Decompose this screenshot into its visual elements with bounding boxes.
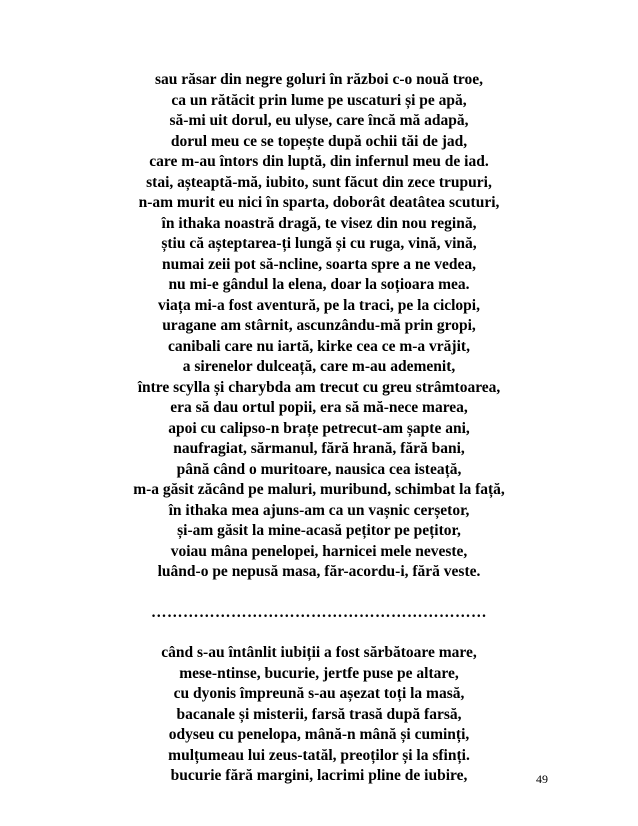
poem-line: între scylla și charybda am trecut cu greu strâmtoarea, <box>137 378 501 396</box>
poem-line: era să dau ortul popii, era să mă-nece marea, <box>170 399 468 416</box>
poem-line: naufragiat, sărmanul, fără hrană, fără bani, <box>173 440 465 457</box>
poem-line: să-mi uit dorul, eu ulyse, care încă mă adapă, <box>169 112 469 129</box>
poem-line: nu mi-e gândul la elena, doar la soțioara mea. <box>168 276 470 293</box>
poem-line: uragane am stârnit, ascunzându-mă prin gropi, <box>162 317 476 334</box>
poem-line: mese-ntinse, bucurie, jertfe puse pe altare, <box>179 664 459 682</box>
poem-line: în ithaka mea ajuns-am ca un vașnic cerșetor, <box>168 501 470 519</box>
stanza-2 <box>0 643 638 787</box>
poem-line: canibali care nu iartă, kirke cea ce m-a vrăjit, <box>168 337 470 355</box>
poem-line: care m-au întors din luptă, din infernul meu de iad. <box>149 153 489 170</box>
poem-line: ca un rătăcit prin lume pe uscaturi și pe apă, <box>171 91 467 109</box>
page-number: 49 <box>536 772 548 786</box>
poem-line: bacanale și misterii, farsă trasă după farsă, <box>176 705 462 723</box>
poem-line: în ithaka noastră dragă, te visez din nou regină, <box>161 214 477 232</box>
poem-line: viața mi-a fost aventură, pe la traci, pe la ciclopi, <box>157 296 480 314</box>
poem-line: apoi cu calipso-n brațe petrecut-am șapte ani, <box>168 419 470 437</box>
poem-line: când s-au întânlit iubiții a fost sărbătoare mare, <box>161 644 477 661</box>
poem-line: stai, așteaptă-mă, iubito, sunt făcut din zece trupuri, <box>146 173 492 191</box>
poem-line: n-am murit eu nici în sparta, doborât deatâtea scuturi, <box>138 194 500 211</box>
poem-line: sau răsar din negre goluri în război c-o nouă troe, <box>154 71 484 88</box>
poem-line: și-am găsit la mine-acasă pețitor pe pețitor, <box>177 522 461 539</box>
poem-line: a sirenelor dulceață, care m-au ademenit, <box>182 358 456 375</box>
poem-line: odyseu cu penelopa, mână-n mână și cuminți, <box>168 726 470 743</box>
poem-line: numai zeii pot să-ncline, soarta spre a ne vedea, <box>161 255 476 273</box>
poem-line: bucurie fără margini, lacrimi pline de iubire, <box>170 767 468 784</box>
poem-line: dorul meu ce se topește după ochii tăi de jad, <box>170 132 468 150</box>
poem-line: știu că așteptarea-ți lungă și cu ruga, vină, vină, <box>161 235 477 252</box>
poem-line: cu dyonis împreună s-au așezat toți la masă, <box>173 685 465 702</box>
poem-line: m-a găsit zăcând pe maluri, muribund, schimbat la față, <box>133 481 505 498</box>
poem-line: voiau mâna penelopei, harnicei mele neveste, <box>170 542 468 560</box>
poem-line: luând-o pe nepusă masa, făr-acordu-i, fără veste. <box>157 563 481 580</box>
stanza-1 <box>0 70 638 583</box>
section-separator: ……………………………………………………… <box>151 603 487 621</box>
poem-line: până când o muritoare, nausica cea isteață, <box>176 460 462 478</box>
poem-body <box>0 70 638 787</box>
poem-line: mulțumeau lui zeus-tatăl, preoților și la sfinți. <box>168 746 470 764</box>
